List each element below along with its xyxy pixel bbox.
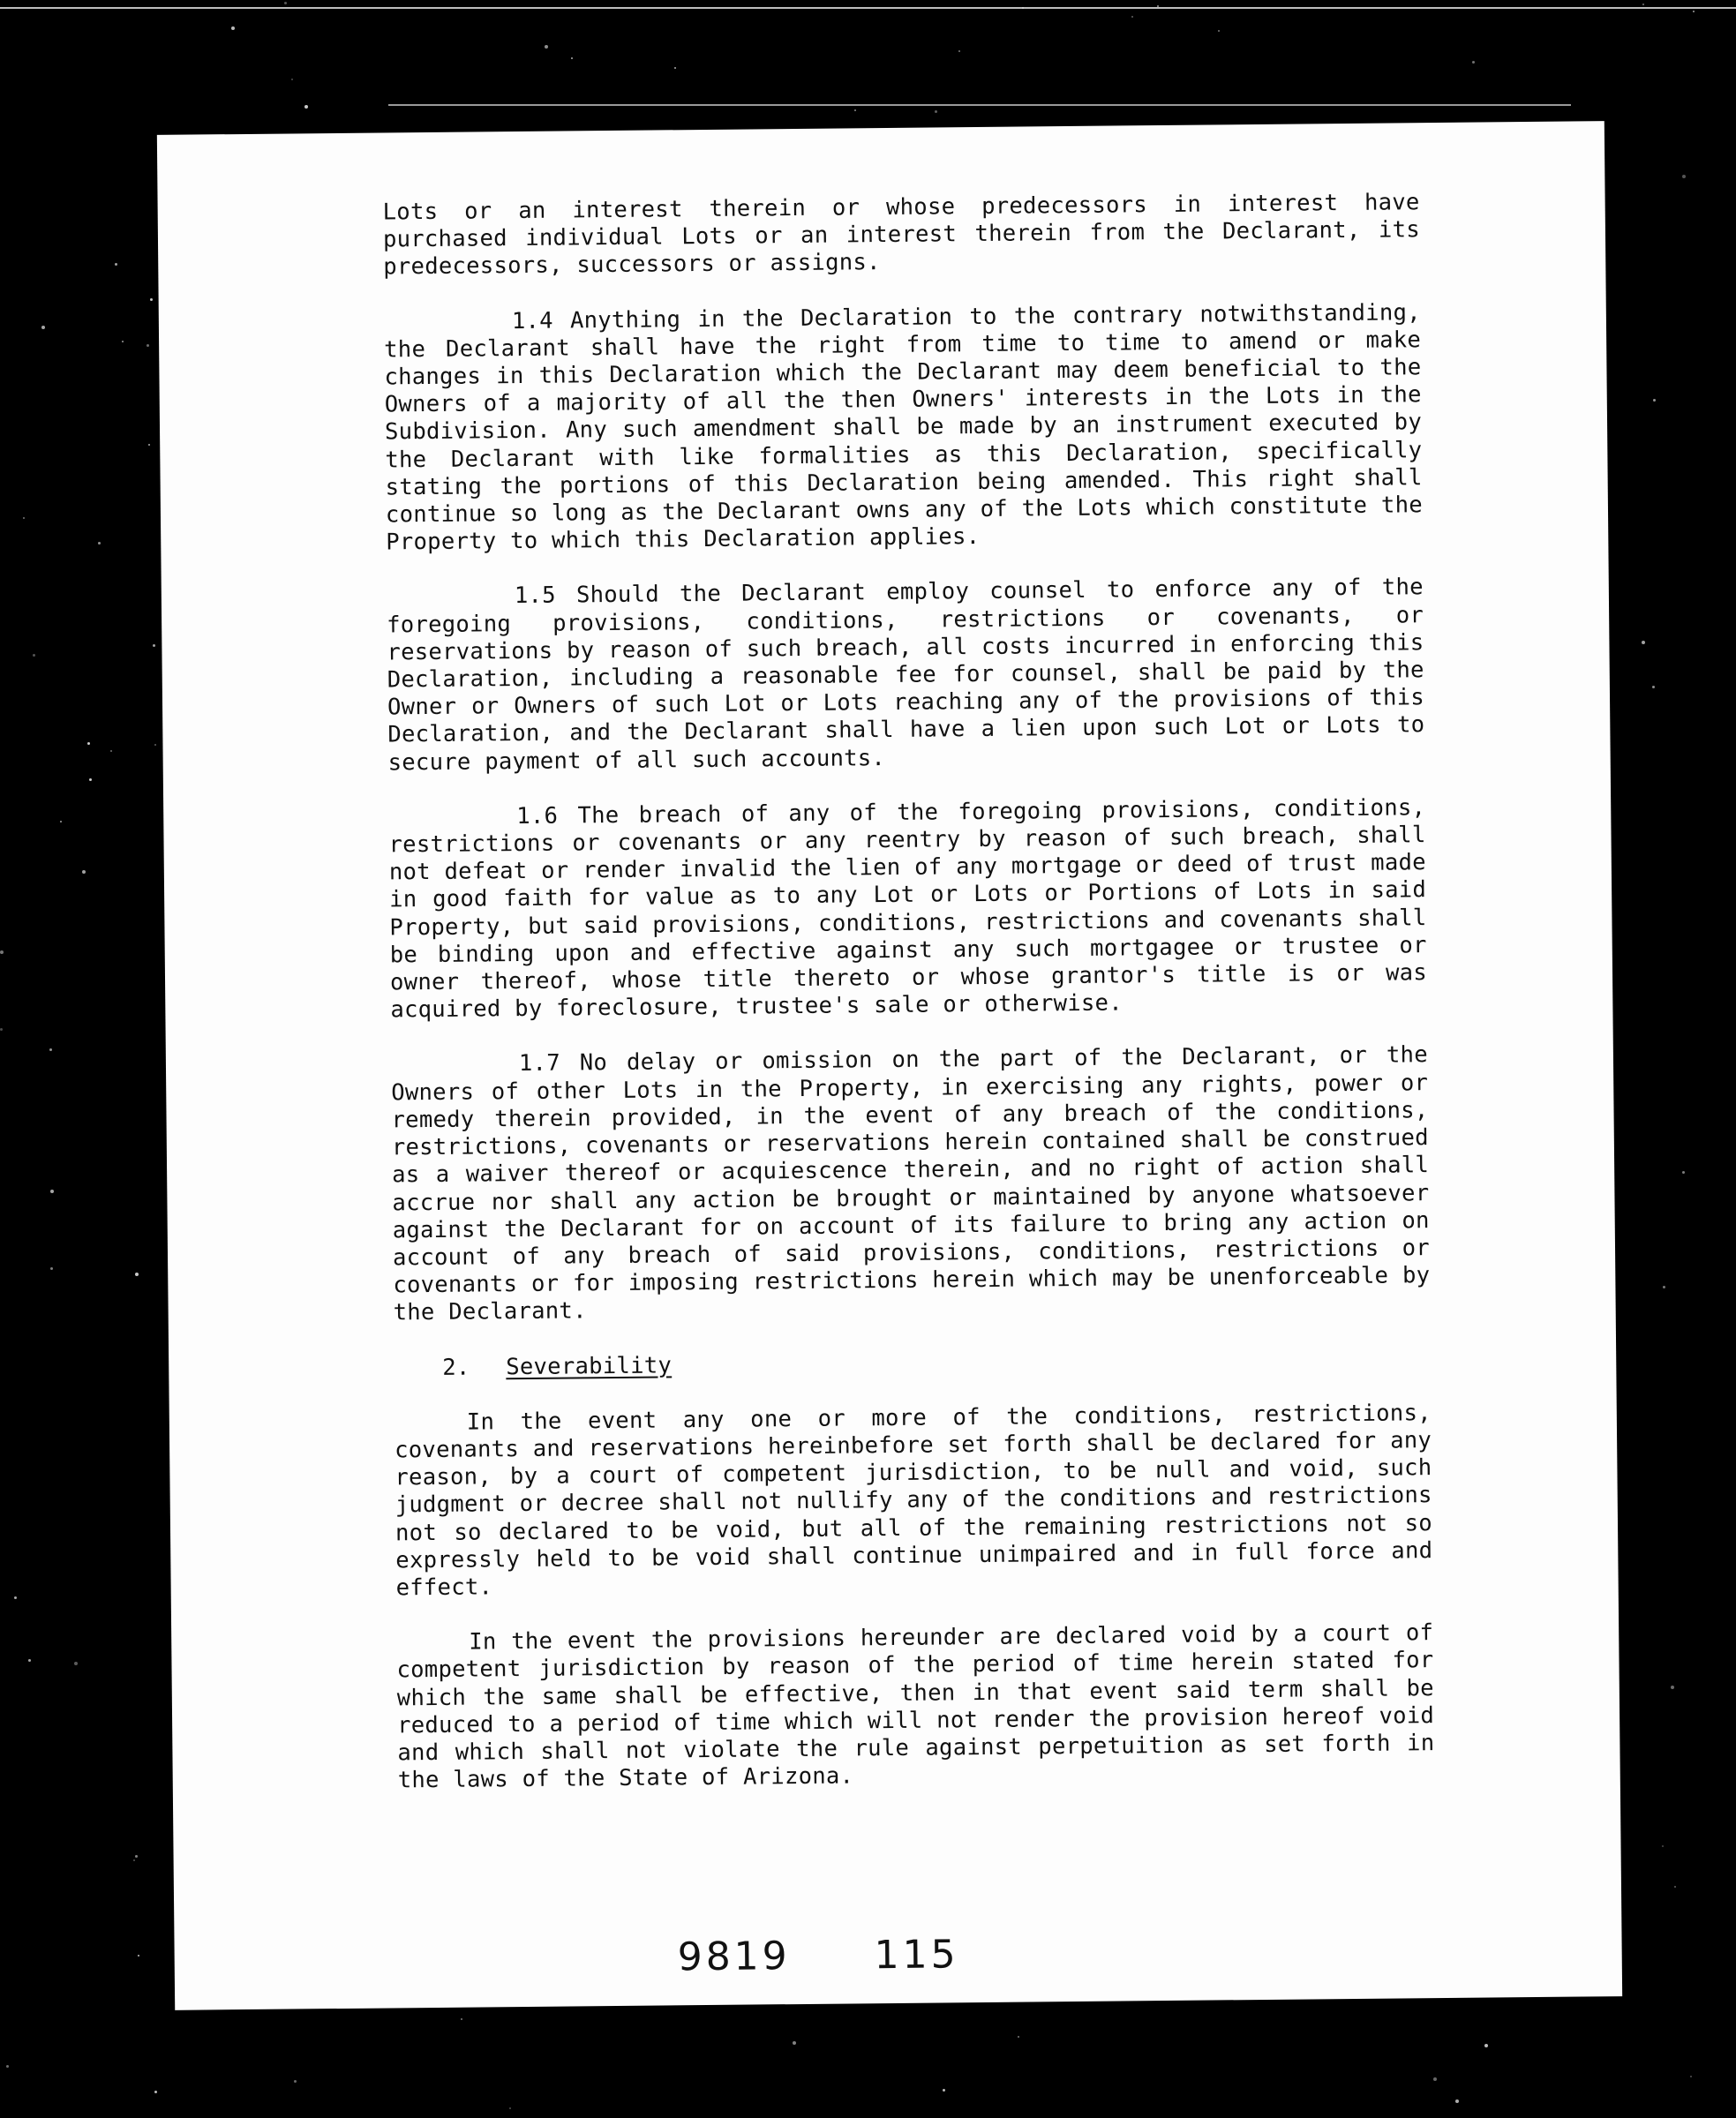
scan-speckle <box>110 750 112 752</box>
scan-speckle <box>943 2089 945 2092</box>
scan-speckle <box>1455 2099 1459 2103</box>
scan-speckle <box>1682 175 1686 178</box>
scan-speckle <box>674 67 676 69</box>
scan-speckle <box>1663 1286 1665 1288</box>
document-body <box>383 189 1436 1822</box>
section-number: 2. <box>442 1354 470 1381</box>
scan-speckle <box>231 26 235 30</box>
paragraph-continued: Lots or an interest therein or whose predecessors in interest have purchased individual Lots or an interest therein from the Declarant, its predecessors, successors or assigns. <box>382 189 1421 281</box>
scan-speckle <box>461 2018 462 2020</box>
scan-speckle <box>98 542 101 545</box>
scan-speckle <box>1131 16 1133 18</box>
scan-speckle <box>854 109 856 111</box>
scan-speckle <box>793 2041 796 2045</box>
scan-speckle <box>1484 2044 1488 2047</box>
scan-speckle <box>1018 2036 1019 2038</box>
scan-speckle <box>50 1190 54 1193</box>
scan-speckle <box>0 950 4 954</box>
scan-speckle <box>1642 4 1644 5</box>
scan-speckle <box>153 644 155 647</box>
scan-speckle <box>60 821 62 822</box>
section-heading <box>442 1345 1431 1382</box>
page-number: 115 <box>874 1932 959 1979</box>
scan-speckle <box>0 1028 3 1031</box>
scan-speckle <box>1674 1886 1676 1888</box>
paragraph-1-5: 1.5 Should the Declarant employ counsel to enforce any of the foregoing provisions, conditions, restrictions or covenants, or reservations by reason of such breach, all costs incurred in enforcing this Declaration, including a reasonable fee for counsel, shall be paid by the Owner or Owners of such Lot or Lots reaching any of the provisions of this Declaration, and the Declarant shall have a lien upon such Lot or Lots to secure payment of all such accounts. <box>387 574 1425 777</box>
scan-speckle <box>89 778 92 781</box>
scan-speckle <box>1472 61 1475 64</box>
scan-speckle <box>122 341 124 342</box>
scan-speckle <box>87 742 90 745</box>
scan-speckle <box>74 1662 78 1665</box>
scan-speckle <box>133 1859 135 1861</box>
scan-speckle <box>23 517 25 519</box>
scan-speckle <box>135 1273 139 1276</box>
paragraph-severability-1: In the event any one or more of the conditions, restrictions, covenants and reservations hereinbefore set forth shall be declared for any reason, by a court of competent jurisdiction, to be null and void, such judgment or decree shall not nullify any of the conditions and restrictions not so declared to be void, but all of the remaining restrictions not so expressly held to be void shall continue unimpaired and in full force and effect. <box>395 1399 1433 1602</box>
scan-speckle <box>935 110 937 113</box>
scan-speckle <box>1671 1686 1674 1689</box>
scan-speckle <box>1690 2076 1692 2077</box>
scan-speckle <box>33 654 35 657</box>
scan-border-line <box>0 7 1736 9</box>
scan-border-line <box>388 104 1571 106</box>
scan-speckle <box>49 1048 52 1051</box>
scan-speckle <box>1682 1171 1685 1174</box>
scan-speckle <box>1662 1845 1664 1847</box>
paragraph-severability-2: In the event the provisions hereunder are declared void by a court of competent jurisdiction by reason of the period of time herein stated for which the same shall be effective, then in that event said term shall be reduced to a period of time which will not render the provision hereof void and which shall not violate the rule against perpetuition as set forth in the laws of the State of Arizona. <box>396 1619 1435 1794</box>
scan-speckle <box>154 744 156 746</box>
paragraph-1-6: 1.6 The breach of any of the foregoing provisions, conditions, restrictions or covenants or any reentry by reason of such breach, shall not defeat or render invalid the lien of any mortgage or deed of trust made in good faith for value as to any Lot or Lots or Portions of Lots in said Property, but said provisions, conditions, restrictions and covenants shall be binding upon and effective against any such mortgagee or trustee or owner thereof, whose title thereto or whose grantor's title is or was acquired by foreclosure, trustee's sale or otherwise. <box>388 794 1428 1024</box>
scan-speckle <box>304 105 308 109</box>
scan-speckle <box>14 1596 17 1599</box>
scan-speckle <box>958 50 960 52</box>
scan-speckle <box>1218 30 1220 32</box>
scan-speckle <box>1693 11 1695 12</box>
scan-speckle <box>115 263 117 266</box>
scan-speckle <box>1022 7 1024 9</box>
scan-speckle <box>545 45 548 49</box>
scan-speckle <box>154 2091 157 2093</box>
scan-speckle <box>509 2107 511 2109</box>
scan-speckle <box>1157 5 1159 7</box>
scan-speckle <box>28 1659 31 1662</box>
scan-speckle <box>148 444 150 446</box>
paragraph-1-4: 1.4 Anything in the Declaration to the contrary notwithstanding, the Declarant shall have the right from time to time to amend or make changes in this Declaration which the Declarant may deem beneficial to the Owners of a majority of all the then Owners' interests in the Lots in the Subdivision. Any such amendment shall be made by an instrument executed by the Declarant with like formalities as this Declaration, specifically stating the portions of this Declaration being amended. This right shall continue so long as the Declarant owns any of the Lots which constitute the Property to which this Declaration applies. <box>384 298 1424 556</box>
scan-speckle <box>41 326 45 329</box>
scan-speckle <box>6 2065 9 2068</box>
scan-speckle <box>284 2 287 4</box>
scan-speckle <box>571 57 573 59</box>
scan-speckle <box>1652 686 1655 688</box>
book-number: 9819 <box>677 1934 791 1980</box>
scan-speckle <box>135 1855 138 1858</box>
scan-speckle <box>1433 2077 1437 2081</box>
scan-speckle <box>50 1267 53 1270</box>
scan-speckle <box>150 298 153 301</box>
scan-speckle <box>1653 399 1656 402</box>
scan-speckle <box>147 344 149 347</box>
scan-speckle <box>294 2080 297 2083</box>
scan-speckle <box>291 79 293 80</box>
scan-speckle <box>138 1955 139 1957</box>
document-page <box>157 121 1622 2010</box>
paragraph-1-7: 1.7 No delay or omission on the part of the Declarant, or the Owners of other Lots in the Property, in exercising any rights, power or remedy therein provided, in the event of any breach of the conditions, restrictions, covenants or reservations herein contained shall be construed as a waiver thereof or acquiescence therein, and no right of action shall accrue nor shall any action be brought or maintained by anyone whatsoever against the Declarant for on account of its failure to bring any action on account of any breach of said provisions, conditions, restrictions or covenants or for imposing restrictions herein which may be unenforceable by the Declarant. <box>391 1041 1431 1326</box>
section-title: Severability <box>506 1351 673 1380</box>
scan-speckle <box>82 870 86 874</box>
recording-stamp <box>677 1932 958 1979</box>
scan-speckle <box>1642 641 1645 644</box>
